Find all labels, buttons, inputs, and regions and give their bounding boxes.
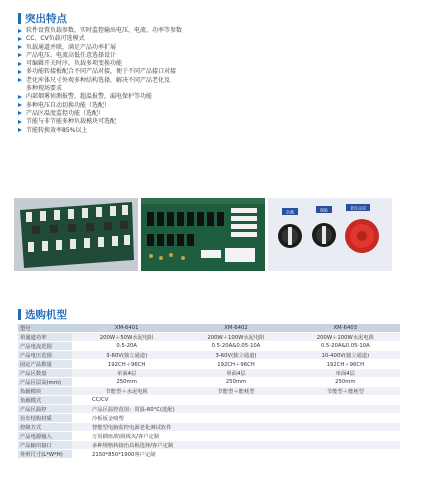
bullet-triangle-icon bbox=[18, 29, 22, 33]
table-cell: 250mm bbox=[181, 378, 290, 387]
spec-table bbox=[18, 324, 400, 459]
feature-text: 老化库体尺寸外观多种结构选择，解决不同产品老化及 bbox=[26, 76, 171, 84]
table-row bbox=[18, 423, 400, 432]
row-label: 外形尺寸(L*W*H) bbox=[18, 450, 72, 459]
table-row bbox=[18, 369, 400, 378]
table-cell: 250mm bbox=[72, 378, 181, 387]
feature-item bbox=[18, 44, 408, 52]
table-cell: 冷板钣金喷塑 bbox=[72, 414, 400, 423]
table-cell: 0.5-20A bbox=[72, 342, 181, 351]
row-label: 型号 bbox=[18, 324, 72, 333]
table-cell: 3-60V(独立通道) bbox=[72, 351, 181, 360]
load-module-image bbox=[14, 198, 138, 271]
row-label: 固定产品数量 bbox=[18, 360, 72, 369]
feature-text: 负载通道并联，满足产品功率扩展 bbox=[26, 43, 117, 51]
table-cell: 192CH＋96CH bbox=[291, 360, 400, 369]
table-cell: 3-60V(独立通道) bbox=[181, 351, 290, 360]
feature-text: 多功能转接板配合不同产品对接，便于不同产品接口对接 bbox=[26, 68, 177, 76]
bullet-triangle-icon bbox=[18, 53, 22, 57]
row-label: 负载模块 bbox=[18, 387, 72, 396]
bullet-triangle-icon bbox=[18, 62, 22, 66]
table-cell: 产品区温控范围：常温-60°C(选配) bbox=[72, 405, 400, 414]
table-row bbox=[18, 351, 400, 360]
switch-panel-image bbox=[268, 198, 392, 271]
table-cell: 250mm bbox=[291, 378, 400, 387]
row-label: 产品输出接口 bbox=[18, 441, 72, 450]
row-label: 台车结构材质 bbox=[18, 414, 72, 423]
table-cell: 10-400V(独立通道) bbox=[291, 351, 400, 360]
feature-text: CC、CV负载可选模式 bbox=[26, 35, 85, 43]
row-label: 控制方式 bbox=[18, 423, 72, 432]
features-title-text: 突出特点 bbox=[25, 13, 67, 25]
table-cell: 节能型＋水泥电阻 bbox=[72, 387, 181, 396]
models-title bbox=[18, 307, 67, 322]
row-label: 负载模式 bbox=[18, 396, 72, 405]
table-cell: 200W＋100W水泥电阻 bbox=[181, 333, 290, 342]
bullet-triangle-icon bbox=[18, 103, 22, 107]
table-cell: 单面4层 bbox=[181, 369, 290, 378]
feature-text: 节能与非节能多种负载模块可选配 bbox=[26, 118, 117, 126]
models-title-text: 选购机型 bbox=[25, 309, 67, 321]
photo-label-fuse: 保险 bbox=[320, 207, 328, 213]
bullet-triangle-icon bbox=[18, 128, 22, 132]
table-cell: 多种规格转接治具板选择/客户定制 bbox=[72, 441, 400, 450]
table-cell: 单面4层 bbox=[72, 369, 181, 378]
bullet-triangle-icon bbox=[18, 95, 22, 99]
table-cell: 节能型＋能耗型 bbox=[181, 387, 290, 396]
row-label: 产品区温控 bbox=[18, 405, 72, 414]
table-cell: 192CH＋96CH bbox=[181, 360, 290, 369]
feature-text: 节能转换效率85%以上 bbox=[26, 126, 88, 134]
features-title bbox=[18, 11, 67, 26]
photo-label-load: 负载 bbox=[286, 209, 294, 215]
feature-item bbox=[18, 52, 408, 60]
row-label: 产品电流范围 bbox=[18, 342, 72, 351]
bullet-triangle-icon bbox=[18, 45, 22, 49]
feature-text: 多种电压自动切换功能（选配） bbox=[26, 101, 111, 109]
feature-item bbox=[18, 77, 408, 85]
table-cell: 200W＋100W水泥电阻 bbox=[291, 333, 400, 342]
row-label: 单通道功率 bbox=[18, 333, 72, 342]
title-bar bbox=[18, 13, 21, 24]
table-row bbox=[18, 405, 400, 414]
table-row bbox=[18, 450, 400, 459]
feature-item bbox=[18, 118, 408, 126]
feature-text: 软件设置负载参数，实时监控输出电压、电流、功率等参数 bbox=[26, 27, 183, 34]
table-row bbox=[18, 441, 400, 450]
feature-text: 产品区温度监控功能（选配） bbox=[26, 109, 105, 117]
feature-item bbox=[18, 93, 408, 101]
photo-label-done: 老化完成 bbox=[350, 205, 366, 211]
table-row bbox=[18, 360, 400, 369]
row-label: 产品区层高(mm) bbox=[18, 378, 72, 387]
table-cell: XM-6401 bbox=[72, 324, 181, 333]
table-row bbox=[18, 342, 400, 351]
table-cell: 智能型电脑监控电源老化测试软件 bbox=[72, 423, 400, 432]
feature-item bbox=[18, 127, 408, 135]
table-cell: 0.5-20A&0.05-10A bbox=[291, 342, 400, 351]
bullet-triangle-icon bbox=[18, 120, 22, 124]
circuit-board-image bbox=[141, 198, 265, 271]
table-cell: CC/CV bbox=[72, 396, 400, 405]
table-row bbox=[18, 414, 400, 423]
table-cell: 0.5-20A&0.05-10A bbox=[181, 342, 290, 351]
table-cell: 2150*850*1900客户定制 bbox=[72, 450, 400, 459]
table-row bbox=[18, 387, 400, 396]
table-cell: XM-6402 bbox=[181, 324, 290, 333]
bullet-triangle-icon bbox=[18, 70, 22, 74]
table-row bbox=[18, 432, 400, 441]
feature-text: 内部烟雾侦测报警，超温报警，漏电保护等功能 bbox=[26, 93, 153, 101]
table-cell: 200W＋50W水泥电阻 bbox=[72, 333, 181, 342]
feature-item bbox=[18, 35, 408, 43]
switch-panel-photo bbox=[268, 198, 392, 271]
table-cell: XM-6403 bbox=[291, 324, 400, 333]
table-cell: 节能型＋能耗型 bbox=[291, 387, 400, 396]
title-bar bbox=[18, 309, 21, 320]
table-cell: 单面4层 bbox=[291, 369, 400, 378]
feature-text: 多种现场要求 bbox=[26, 85, 63, 93]
table-row bbox=[18, 396, 400, 405]
bullet-triangle-icon bbox=[18, 78, 22, 82]
circuit-board-photo bbox=[141, 198, 265, 271]
load-module-photo bbox=[14, 198, 138, 271]
table-cell: 万用插座/防脱线夹/客户定制 bbox=[72, 432, 400, 441]
table-row bbox=[18, 333, 400, 342]
feature-text: 产品电压、电流高低任意选择设计 bbox=[26, 51, 117, 59]
feature-item bbox=[18, 102, 408, 110]
bullet-triangle-icon bbox=[18, 37, 22, 41]
feature-list bbox=[18, 27, 408, 135]
table-cell: 192CH＋96CH bbox=[72, 360, 181, 369]
bullet-triangle-icon bbox=[18, 111, 22, 115]
table-row bbox=[18, 378, 400, 387]
row-label: 产品电源输入 bbox=[18, 432, 72, 441]
row-label: 产品区数量 bbox=[18, 369, 72, 378]
table-header-row bbox=[18, 324, 400, 333]
row-label: 产品电压范围 bbox=[18, 351, 72, 360]
feature-text: 可编辑开关时序，负载多项变换功能 bbox=[26, 60, 123, 68]
feature-item bbox=[18, 68, 408, 76]
